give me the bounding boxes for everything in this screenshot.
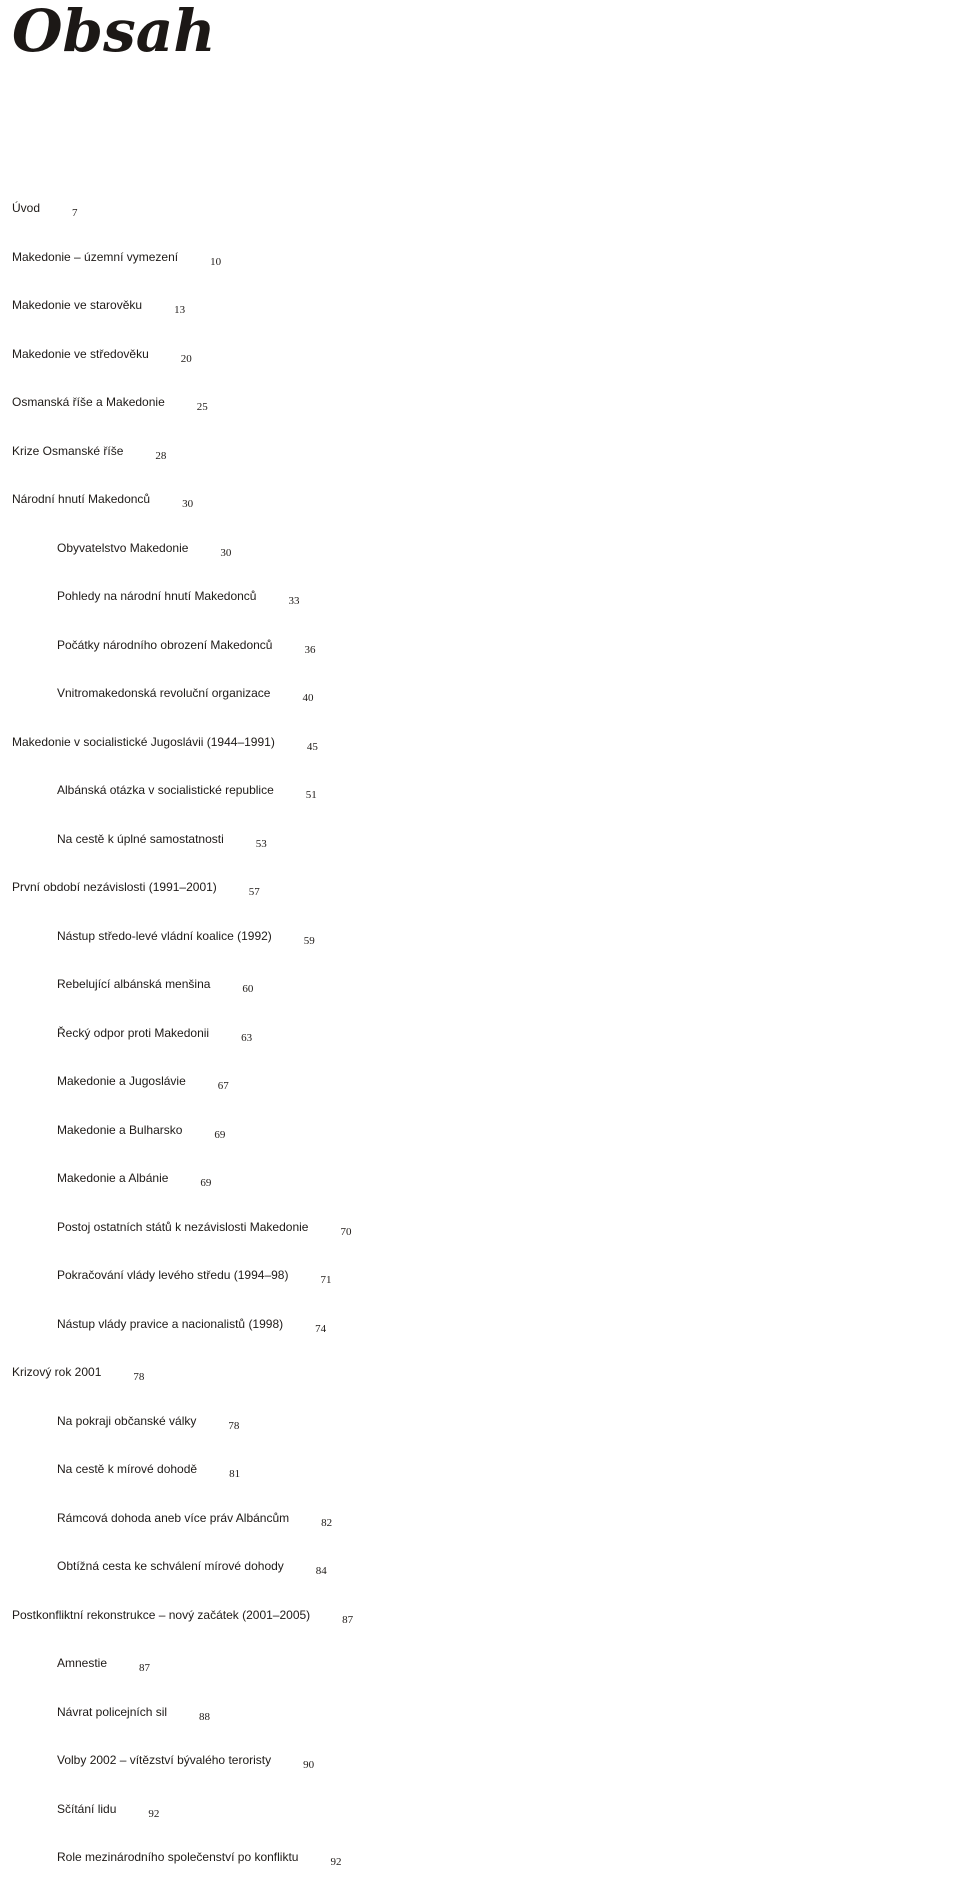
page-title: Obsah	[12, 0, 216, 65]
toc-section	[0, 770, 960, 819]
toc-page-number: 67	[217, 1080, 229, 1092]
toc-chapter	[0, 188, 960, 237]
toc-page-number: 45	[306, 740, 318, 753]
toc-chapter	[0, 431, 960, 480]
toc-page-number: 69	[214, 1128, 226, 1141]
toc-section	[0, 1498, 960, 1547]
toc-entry-title: Návrat policejních sil	[57, 1704, 168, 1719]
toc-entry-title: Krize Osmanské říše	[12, 443, 124, 458]
toc-section	[0, 1546, 960, 1595]
toc-section	[0, 576, 960, 625]
toc-chapter	[0, 334, 960, 383]
toc-page-number: 36	[304, 643, 316, 656]
toc-page-number: 88	[199, 1710, 211, 1723]
toc-entry-title: Volby 2002 – vítězství bývalého teroristy	[57, 1753, 272, 1767]
toc-page-number: 87	[342, 1613, 354, 1626]
toc-page-number: 69	[200, 1177, 212, 1189]
toc-section	[0, 673, 960, 722]
toc-page-number: 71	[320, 1274, 332, 1286]
toc-entry-title: Postoj ostatních států k nezávislosti Makedonie	[57, 1219, 309, 1234]
toc-page-number: 84	[315, 1565, 327, 1577]
toc-page-number: 7	[72, 207, 78, 219]
toc-entry-title: Postkonfliktní rekonstrukce – nový začátek (2001–2005)	[12, 1607, 311, 1622]
toc-page-number: 33	[288, 595, 300, 607]
toc-section	[0, 1401, 960, 1450]
toc-chapter	[0, 1352, 960, 1401]
toc-page-number: 57	[248, 886, 260, 898]
toc-chapter	[0, 382, 960, 431]
toc-page-number: 30	[182, 498, 194, 510]
toc-entry-title: Řecký odpor proti Makedonii	[57, 1025, 210, 1040]
toc-section	[0, 916, 960, 965]
toc-entry-title: Nástup vlády pravice a nacionalistů (1998)	[57, 1316, 284, 1331]
toc-entry-title: Albánská otázka v socialistické republice	[57, 783, 274, 797]
toc-entry-title: Sčítání lidu	[57, 1801, 117, 1816]
toc-entry-title: Osmanská říše a Makedonie	[12, 395, 165, 409]
toc-entry-title: Na cestě k mírové dohodě	[57, 1462, 198, 1476]
toc-page-number: 59	[303, 934, 315, 947]
toc-page-number: 78	[133, 1371, 145, 1383]
toc-section	[0, 1207, 960, 1256]
toc-section	[0, 1837, 960, 1886]
toc-page-number: 74	[315, 1322, 327, 1335]
toc-entry-title: Národní hnutí Makedonců	[12, 492, 151, 506]
toc-page-number: 92	[330, 1856, 342, 1868]
toc-section	[0, 1013, 960, 1062]
toc-page-number: 25	[196, 401, 208, 413]
toc-entry-title: Rebelující albánská menšina	[57, 977, 211, 991]
toc-page-number: 82	[321, 1516, 333, 1529]
toc-chapter	[0, 479, 960, 528]
toc-section	[0, 1255, 960, 1304]
toc-page-number: 10	[210, 255, 222, 268]
toc-page-number: 90	[303, 1759, 315, 1771]
toc-entry-title: Makedonie v socialistické Jugoslávii (1944–1991)	[12, 734, 275, 749]
toc-entry-title: Makedonie – územní vymezení	[12, 249, 179, 264]
toc-page-number: 51	[305, 789, 317, 801]
toc-entry-title: Amnestie	[57, 1656, 108, 1670]
toc-entry-title: Obtížná cesta ke schválení mírové dohody	[57, 1559, 284, 1573]
toc-entry-title: Makedonie ve středověku	[12, 346, 149, 361]
toc-page-number: 78	[228, 1419, 240, 1432]
toc-page-number: 28	[155, 449, 167, 462]
toc-page-number: 92	[148, 1807, 160, 1820]
toc-section	[0, 819, 960, 868]
toc-section	[0, 1061, 960, 1110]
toc-chapter	[0, 285, 960, 334]
toc-entry-title: Pokračování vlády levého středu (1994–98)	[57, 1268, 289, 1282]
toc-section	[0, 1158, 960, 1207]
toc-page-number: 81	[229, 1468, 241, 1480]
toc-page-number: 30	[220, 546, 232, 559]
toc-page-number: 53	[255, 837, 267, 850]
toc-entry-title: Makedonie a Bulharsko	[57, 1122, 183, 1137]
toc-page-number: 63	[241, 1031, 253, 1044]
toc-section	[0, 1789, 960, 1838]
toc-chapter	[0, 722, 960, 771]
toc-entry-title: Makedonie a Albánie	[57, 1171, 169, 1185]
toc-chapter	[0, 1595, 960, 1644]
toc-page-number: 40	[302, 692, 314, 704]
toc-section	[0, 1740, 960, 1789]
toc-page-number: 13	[174, 304, 186, 316]
toc-entry-title: Makedonie a Jugoslávie	[57, 1074, 186, 1088]
toc-chapter	[0, 867, 960, 916]
toc-section	[0, 1304, 960, 1353]
toc-list	[0, 188, 960, 1886]
toc-entry-title: Krizový rok 2001	[12, 1365, 102, 1379]
toc-entry-title: Počátky národního obrození Makedonců	[57, 637, 273, 652]
toc-page-number: 60	[242, 983, 254, 995]
toc-entry-title: Role mezinárodního společenství po konfliktu	[57, 1850, 299, 1864]
toc-entry-title: První období nezávislosti (1991–2001)	[12, 880, 217, 894]
toc-section	[0, 1692, 960, 1741]
toc-entry-title: Obyvatelstvo Makedonie	[57, 540, 189, 555]
toc-section	[0, 964, 960, 1013]
toc-section	[0, 625, 960, 674]
toc-entry-title: Na cestě k úplné samostatnosti	[57, 831, 224, 846]
toc-section	[0, 1643, 960, 1692]
toc-page-number: 70	[340, 1225, 352, 1238]
toc-entry-title: Rámcová dohoda aneb více práv Albáncům	[57, 1510, 290, 1525]
toc-entry-title: Vnitromakedonská revoluční organizace	[57, 686, 271, 700]
toc-page-number: 20	[180, 352, 192, 365]
toc-entry-title: Makedonie ve starověku	[12, 298, 143, 312]
toc-page-number: 87	[139, 1662, 151, 1674]
toc-section	[0, 1449, 960, 1498]
toc-section	[0, 528, 960, 577]
toc-entry-title: Úvod	[12, 201, 41, 215]
toc-entry-title: Pohledy na národní hnutí Makedonců	[57, 589, 257, 603]
toc-section	[0, 1110, 960, 1159]
toc-entry-title: Nástup středo-levé vládní koalice (1992)	[57, 928, 272, 943]
toc-entry-title: Na pokraji občanské války	[57, 1413, 197, 1428]
toc-chapter	[0, 237, 960, 286]
